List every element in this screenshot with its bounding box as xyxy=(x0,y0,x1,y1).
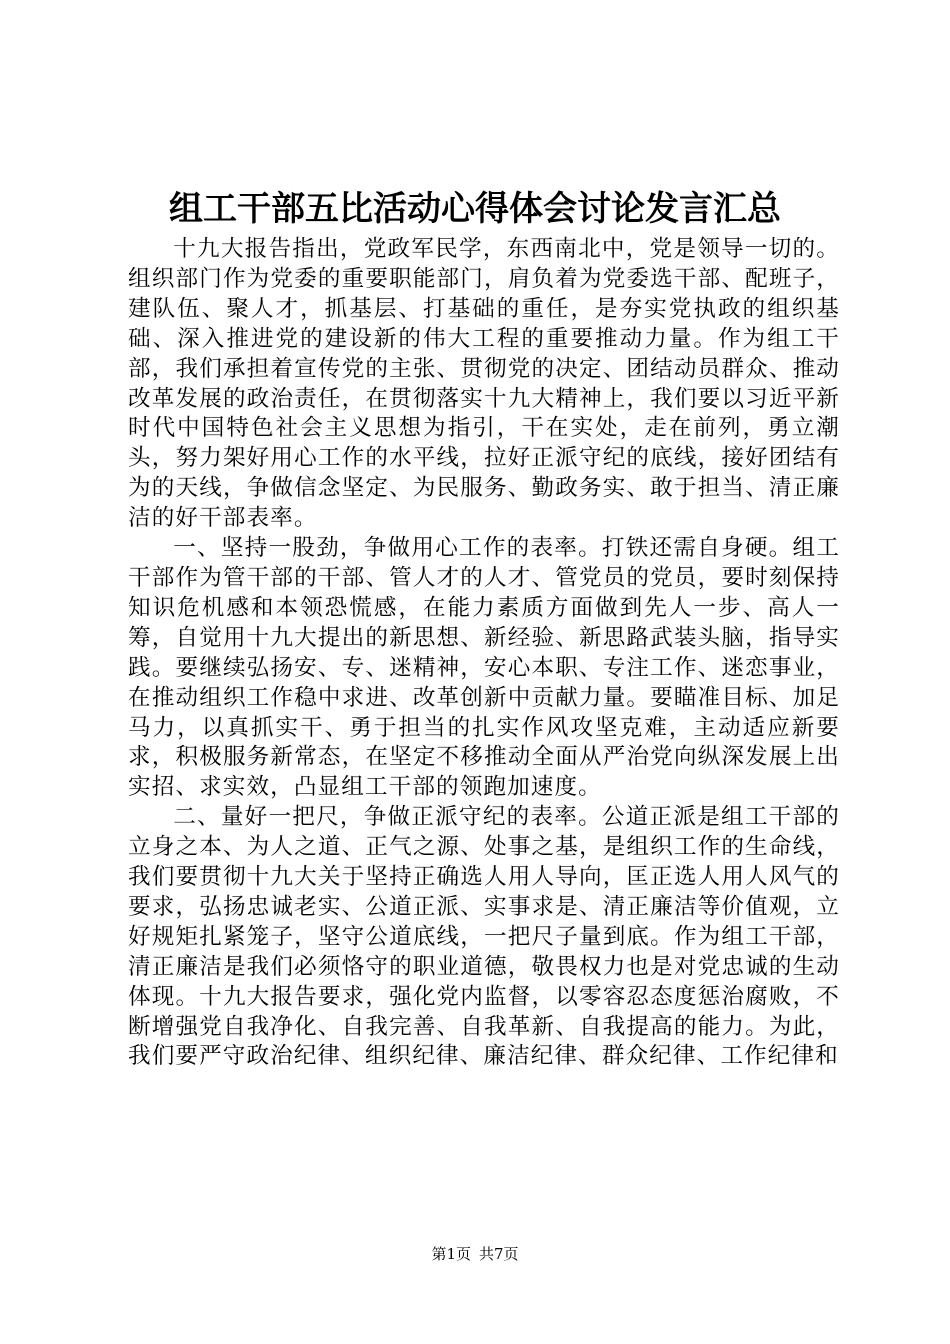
paragraph-section-two: 二、量好一把尺，争做正派守纪的表率。公道正派是组工干部的立身之本、为人之道、正气之源、处事之基，是组织工作的生命线，我们要贯彻十九大关于坚持正确选人用人导向，匡正选人用人风气的要求，弘扬忠诚老实、公道正派、实事求是、清正廉洁等价值观，立好规矩扎紧笼子，坚守公道底线，一把尺子量到底。作为组工干部，清正廉洁是我们必须恪守的职业道德，敬畏权力也是对党忠诚的生动体现。十九大报告要求，强化党内监督，以零容忍态度惩治腐败，不断增强党自我净化、自我完善、自我革新、自我提高的能力。为此，我们要严守政治纪律、组织纪律、廉洁纪律、群众纪律、工作纪律和 xyxy=(128,804,840,1070)
document-title: 组工干部五比活动心得体会讨论发言汇总 xyxy=(169,189,781,229)
page-total: 共7页 xyxy=(479,1245,519,1263)
paragraph-intro: 十九大报告指出，党政军民学，东西南北中，党是领导一切的。组织部门作为党委的重要职能部门，肩负着为党委选干部、配班子，建队伍、聚人才，抓基层、打基础的重任，是夯实党执政的组织基础、深入推进党的建设新的伟大工程的重要推动力量。作为组工干部，我们承担着宣传党的主张、贯彻党的决定、团结动员群众、推动改革发展的政治责任，在贯彻落实十九大精神上，我们要以习近平新时代中国特色社会主义思想为指引，干在实处，走在前列，勇立潮头，努力架好用心工作的水平线，拉好正派守纪的底线，接好团结有为的天线，争做信念坚定、为民服务、勤政务实、敢于担当、清正廉洁的好干部表率。 xyxy=(128,236,840,532)
paragraph-section-one: 一、坚持一股劲，争做用心工作的表率。打铁还需自身硬。组工干部作为管干部的干部、管人才的人才、管党员的党员，要时刻保持知识危机感和本领恐慌感，在能力素质方面做到先人一步、高人一筹，自觉用十九大提出的新思想、新经验、新思路武装头脑，指导实践。要继续弘扬安、专、迷精神，安心本职、专注工作、迷恋事业，在推动组织工作稳中求进、改革创新中贡献力量。要瞄准目标、加足马力，以真抓实干、勇于担当的扎实作风攻坚克难，主动适应新要求，积极服务新常态，在坚定不移推动全面从严治党向纵深发展上出实招、求实效，凸显组工干部的领跑加速度。 xyxy=(128,535,840,801)
page-footer xyxy=(0,1244,950,1264)
page-number: 第1页 xyxy=(431,1245,471,1263)
document-body xyxy=(128,235,840,1072)
